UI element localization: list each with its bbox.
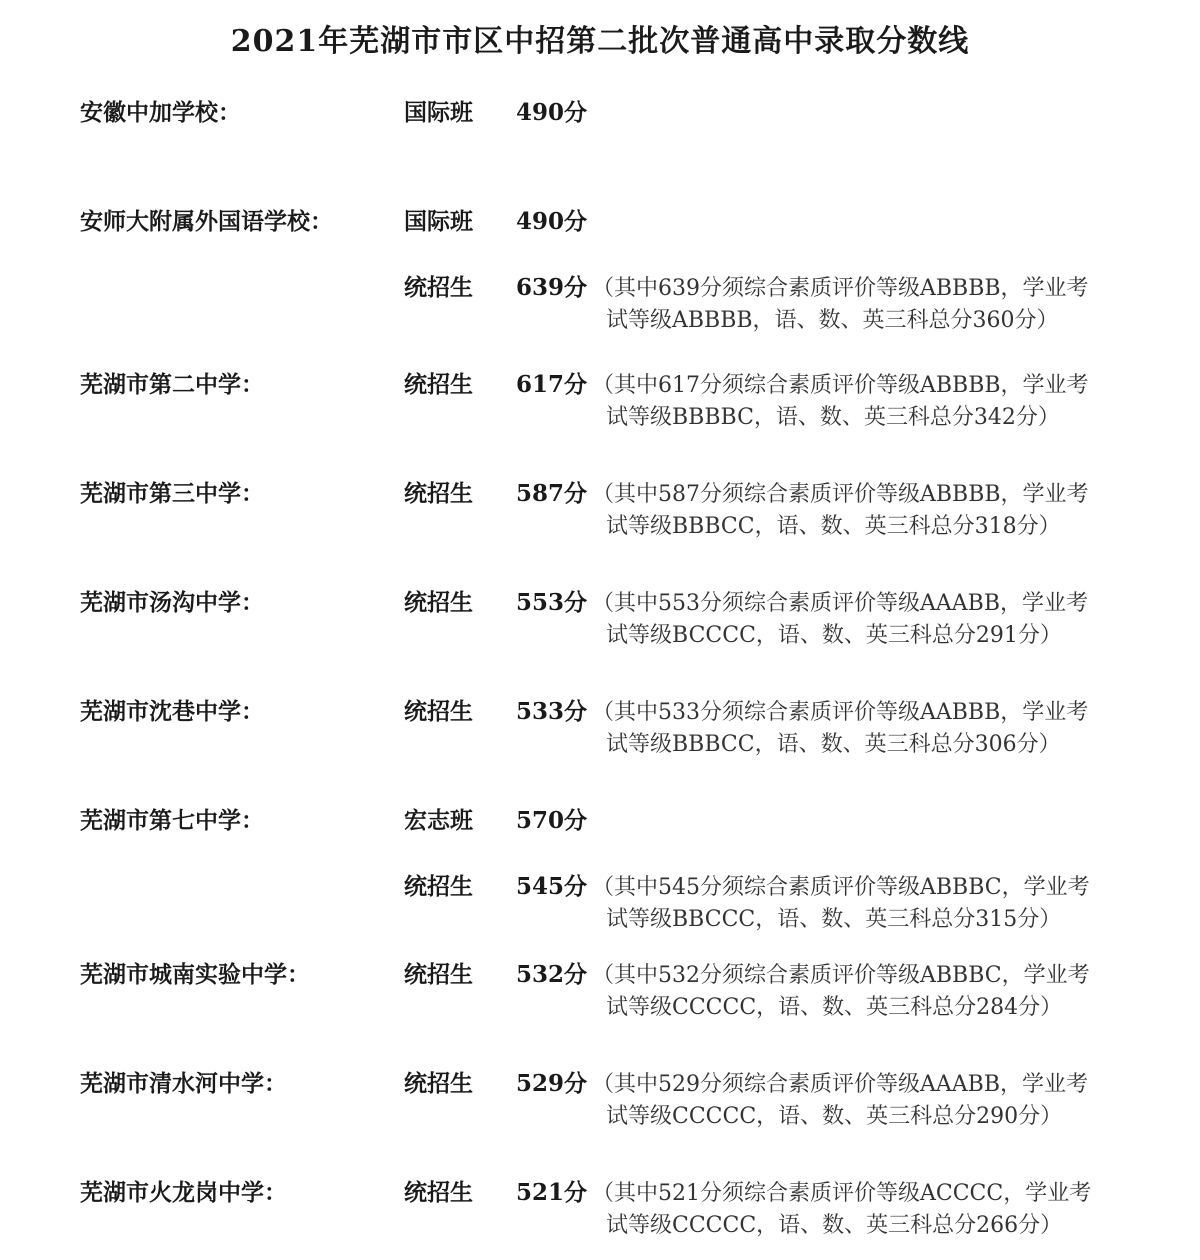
score: 617分	[516, 371, 588, 398]
score: 587分	[516, 480, 588, 507]
admission-row	[0, 802, 1200, 868]
class-type: 统招生	[404, 961, 473, 988]
score: 545分	[516, 873, 588, 900]
score: 529分	[516, 1070, 588, 1097]
class-type: 统招生	[404, 589, 473, 616]
requirement-note-line1: （其中529分须综合素质评价等级AAABB，学业考	[592, 1072, 1088, 1097]
school-entry	[0, 693, 1200, 759]
requirement-note-line2: 试等级CCCCC，语、数、英三科总分266分）	[606, 1213, 1063, 1238]
class-type: 统招生	[404, 873, 473, 900]
admission-row	[0, 1065, 1200, 1131]
admission-row	[0, 1174, 1200, 1240]
class-type: 统招生	[404, 371, 473, 398]
requirement-note-line2: 试等级BBBCC，语、数、英三科总分306分）	[606, 732, 1061, 757]
requirement-note-line1: （其中545分须综合素质评价等级ABBBC，学业考	[592, 875, 1090, 900]
school-name: 芜湖市城南实验中学：	[80, 961, 310, 988]
school-entry	[0, 475, 1200, 541]
class-type: 统招生	[404, 274, 473, 301]
school-entry	[0, 1174, 1200, 1240]
requirement-note-line1: （其中533分须综合素质评价等级AABBB，学业考	[592, 700, 1089, 725]
requirement-note-line1: （其中617分须综合素质评价等级ABBBB，学业考	[592, 373, 1089, 398]
admission-row	[0, 868, 1200, 934]
school-entry	[0, 94, 1200, 160]
school-name: 安徽中加学校：	[80, 99, 241, 126]
requirement-note-line1: （其中521分须综合素质评价等级ACCCC，学业考	[592, 1181, 1092, 1206]
requirement-note-line1: （其中639分须综合素质评价等级ABBBB，学业考	[592, 276, 1089, 301]
requirement-note-line2: 试等级BBCCC，语、数、英三科总分315分）	[606, 907, 1062, 932]
class-type: 统招生	[404, 480, 473, 507]
school-entry	[0, 203, 1200, 335]
requirement-note-line1: （其中532分须综合素质评价等级ABBBC，学业考	[592, 963, 1090, 988]
requirement-note-line2: 试等级ABBBB，语、数、英三科总分360分）	[606, 308, 1059, 333]
requirement-note-line2: 试等级CCCCC，语、数、英三科总分290分）	[606, 1104, 1063, 1129]
class-type: 国际班	[404, 99, 473, 126]
score: 490分	[516, 208, 588, 235]
admission-row	[0, 475, 1200, 541]
score: 532分	[516, 961, 588, 988]
score: 521分	[516, 1179, 588, 1206]
school-name: 芜湖市第三中学：	[80, 480, 264, 507]
admission-row	[0, 269, 1200, 335]
school-name: 安师大附属外国语学校：	[80, 208, 333, 235]
school-name: 芜湖市清水河中学：	[80, 1070, 287, 1097]
class-type: 统招生	[404, 1179, 473, 1206]
score: 639分	[516, 274, 588, 301]
class-type: 统招生	[404, 698, 473, 725]
school-entry	[0, 366, 1200, 432]
school-name: 芜湖市火龙岗中学：	[80, 1179, 287, 1206]
school-name: 芜湖市第二中学：	[80, 371, 264, 398]
requirement-note-line2: 试等级BCCCC，语、数、英三科总分291分）	[606, 623, 1062, 648]
admission-row	[0, 584, 1200, 650]
admission-row	[0, 956, 1200, 1022]
admission-row	[0, 94, 1200, 160]
class-type: 宏志班	[404, 807, 473, 834]
requirement-note-line1: （其中587分须综合素质评价等级ABBBB，学业考	[592, 482, 1089, 507]
requirement-note-line2: 试等级CCCCC，语、数、英三科总分284分）	[606, 995, 1063, 1020]
class-type: 国际班	[404, 208, 473, 235]
school-name: 芜湖市汤沟中学：	[80, 589, 264, 616]
admission-row	[0, 366, 1200, 432]
requirement-note-line2: 试等级BBBBC，语、数、英三科总分342分）	[606, 405, 1060, 430]
school-entry	[0, 1065, 1200, 1131]
school-name: 芜湖市沈巷中学：	[80, 698, 264, 725]
school-entry	[0, 584, 1200, 650]
requirement-note-line2: 试等级BBBCC，语、数、英三科总分318分）	[606, 514, 1061, 539]
score: 553分	[516, 589, 588, 616]
score: 490分	[516, 99, 588, 126]
school-name: 芜湖市第七中学：	[80, 807, 264, 834]
school-entry	[0, 802, 1200, 934]
score: 533分	[516, 698, 588, 725]
admission-row	[0, 203, 1200, 269]
requirement-note-line1: （其中553分须综合素质评价等级AAABB，学业考	[592, 591, 1088, 616]
class-type: 统招生	[404, 1070, 473, 1097]
admission-row	[0, 693, 1200, 759]
score: 570分	[516, 807, 588, 834]
school-entry	[0, 956, 1200, 1022]
page-title: 2021年芜湖市市区中招第二批次普通高中录取分数线	[230, 24, 970, 59]
